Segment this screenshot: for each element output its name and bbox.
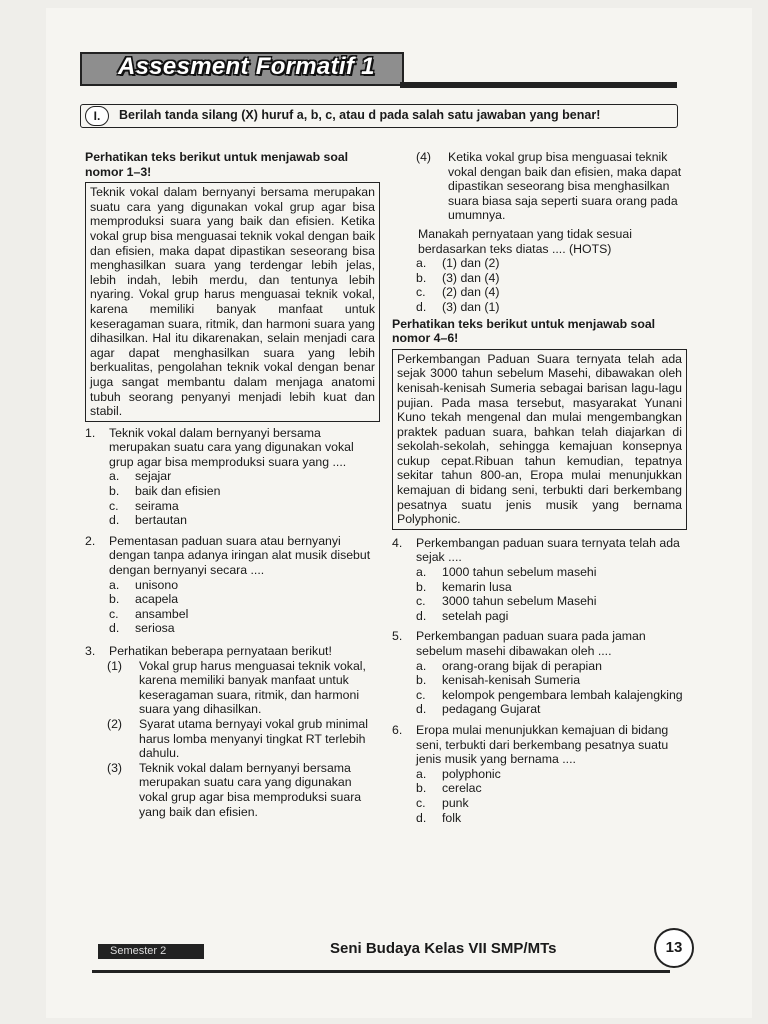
option-4c[interactable]: c. 3000 tahun sebelum Masehi (416, 594, 597, 609)
option-5a[interactable]: a. orang-orang bijak di perapian (416, 658, 602, 673)
page-number: 13 (654, 928, 694, 968)
page-footer (92, 936, 692, 976)
section-instruction (80, 104, 678, 128)
left-column (85, 150, 380, 819)
passage1-box: Teknik vokal dalam bernyanyi bersama merupakan suatu cara yang digunakan vokal grup agar bisa memproduksi suara yang baik dan efisien. Ketika vokal grup bisa menguasai teknik vokal dengan baik dan efisien, maka dapat dipastikan seseorang bisa menghasilkan suara yang terdengar lebih jelas, lebih indah, lebih merdu, dan tentunya lebih nyaring. Vokal grup harus menguasai teknik vokal, karena memiliki banyak manfaat untuk keseragaman suara, ritmik, dan harmoni suara yang dihasilkan. Hal itu dikarenakan, selain menjadi cara agar dapat menghasilkan suara yang lebih berkualitas, pengolahan teknik vokal dengan benar juga sangat membantu dalam menjaga anatomi tubuh seorang penyanyi menjadi lebih kuat dan stabil. (85, 182, 380, 422)
option-1a[interactable]: a. sejajar (109, 469, 172, 484)
option-3b[interactable]: b. (3) dan (4) (416, 270, 500, 285)
semester-label: Semester 2 (98, 944, 204, 959)
question-number: 2. (85, 533, 96, 548)
question-text: Perhatikan beberapa pernyataan berikut! (109, 644, 332, 658)
book-title: Seni Budaya Kelas VII SMP/MTs (330, 940, 557, 957)
option-6b[interactable]: b. cerelac (416, 781, 482, 796)
question-text: Pementasan paduan suara atau bernyanyi dengan tanpa adanya iringan alat musik disebut dengan bernyanyi secara .... (109, 533, 371, 578)
instruction-text: Berilah tanda silang (X) huruf a, b, c, atau d pada salah satu jawaban yang benar! (119, 108, 601, 122)
footer-rule (92, 970, 670, 973)
question-number: 5. (392, 629, 403, 644)
passage1-intro: Perhatikan teks berikut untuk menjawab soal nomor 1–3! (85, 150, 349, 179)
option-2b[interactable]: b. acapela (109, 592, 179, 607)
statement-4: (4) Ketika vokal grup bisa menguasai teknik vokal dengan baik dan efisien, maka dapat dipastikan seseorang bisa menghasilkan suara biasa saja seperti suara orang pada umumnya. (416, 150, 682, 223)
option-1c[interactable]: c. seirama (109, 498, 179, 513)
passage2-intro: Perhatikan teks berikut untuk menjawab soal nomor 4–6! (392, 316, 656, 346)
question-number: 1. (85, 425, 96, 440)
question-text: Teknik vokal dalam bernyanyi bersama merupakan suatu cara yang digunakan vokal grup agar bisa memproduksi suara yang .... (109, 425, 354, 469)
statement-1: (1) Vokal grup harus menguasai teknik vokal, karena memiliki banyak manfaat untuk keseragaman suara, ritmik, dan harmoni suara yang dihasilkan. (107, 658, 366, 717)
option-4d[interactable]: d. setelah pagi (416, 608, 509, 623)
question-2 (85, 534, 380, 578)
passage2-box: Perkembangan Paduan Suara ternyata telah ada sejak 3000 tahun sebelum Masehi, dibawakan oleh kenisah-kenisah Sumeria sebagai barisan lagu-lagu pujian. Pada masa tersebut, masyarakat Yunani Kuno tekah mengenal dan mulai mengembangkan praktek paduan suara, bahkan telah diajarkan di sekolah-sekolah, sehingga kemajuan konsepnya cukup cepat.Ribuan tahun kemudian, tepatnya sekitar tahun 800-an, Eropa mulai menunjukkan kemajuan di bidang seni, terbukti dari berkembang pesatnya suatu jenis musik yang bernama Polyphonic. (392, 349, 687, 530)
question-5 (392, 629, 687, 658)
section-number: I. (85, 106, 109, 126)
page-title: Assesment Formatif 1 (118, 53, 375, 80)
statement-2: (2) Syarat utama bernyayi vokal grub minimal harus lomba menyanyi tingkat RT terlebih dahulu. (107, 716, 368, 761)
question-number: 4. (392, 535, 403, 550)
option-1b[interactable]: b. baik dan efisien (109, 484, 221, 499)
option-6c[interactable]: c. punk (416, 795, 469, 810)
option-4b[interactable]: b. kemarin lusa (416, 579, 512, 594)
title-banner-rule (400, 82, 677, 88)
option-2d[interactable]: d. seriosa (109, 621, 175, 636)
title-banner (80, 52, 677, 88)
option-3d[interactable]: d. (3) dan (1) (416, 299, 500, 314)
option-5b[interactable]: b. kenisah-kenisah Sumeria (416, 673, 581, 688)
question-6 (392, 723, 687, 767)
option-6d[interactable]: d. folk (416, 810, 462, 825)
statement-3: (3) Teknik vokal dalam bernyanyi bersama merupakan suatu cara yang digunakan vokal grup agar bisa memproduksi suara yang baik dan efisien. (107, 760, 362, 819)
option-2c[interactable]: c. ansambel (109, 606, 189, 621)
question-text: Eropa mulai menunjukkan kemajuan di bidang seni, terbukti dari berkembang pesatnya suatu jenis musik yang bernama .... (416, 722, 669, 767)
question-number: 3. (85, 644, 96, 658)
question-number: 6. (392, 722, 403, 737)
option-3a[interactable]: a. (1) dan (2) (416, 256, 500, 271)
option-3c[interactable]: c. (2) dan (4) (416, 285, 500, 300)
option-6a[interactable]: a. polyphonic (416, 766, 501, 781)
question-3-prompt: Manakah pernyataan yang tidak sesuai berdasarkan teks diatas .... (HOTS) (418, 226, 632, 256)
option-4a[interactable]: a. 1000 tahun sebelum masehi (416, 565, 597, 580)
option-2a[interactable]: a. unisono (109, 577, 179, 592)
option-5c[interactable]: c. kelompok pengembara lembah kalajengking (416, 687, 683, 702)
question-text: Perkembangan paduan suara ternyata telah ada sejak .... (416, 535, 680, 565)
question-3 (85, 644, 380, 659)
option-1d[interactable]: d. bertautan (109, 513, 187, 528)
option-5d[interactable]: d. pedagang Gujarat (416, 702, 541, 717)
question-1 (85, 426, 380, 470)
right-column (392, 150, 687, 825)
question-text: Perkembangan paduan suara pada jaman sebelum masehi dibawakan oleh .... (416, 629, 646, 658)
question-4 (392, 536, 687, 565)
